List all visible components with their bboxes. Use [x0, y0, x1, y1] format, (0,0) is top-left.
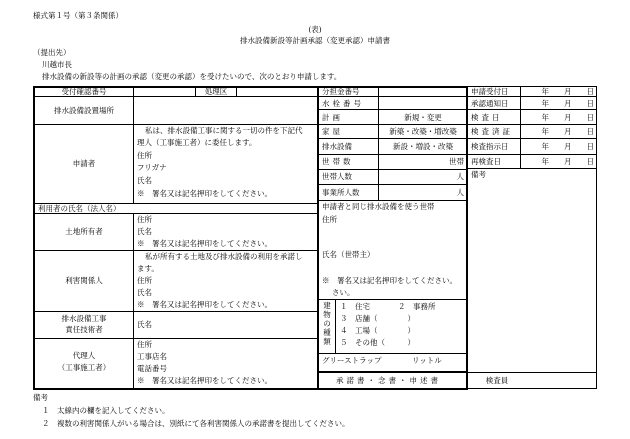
agent-phone: 電話番号	[137, 364, 167, 373]
omote-label: (表)	[308, 25, 322, 34]
water-meter-label: 水栓番号	[322, 99, 364, 108]
right-row-5-date: 年 月 日	[541, 157, 594, 166]
same-household-owner: 氏名（世帯主）	[322, 250, 375, 259]
same-household-address: 住所	[322, 215, 337, 224]
applicant-name-label: 氏名	[137, 176, 152, 185]
burden-no-label: 分担金番号	[322, 87, 360, 96]
agent-company: 工事店名	[137, 352, 167, 361]
building-type-label: 建物の種類	[323, 301, 331, 346]
land-owner-label: 土地所有者	[65, 227, 103, 236]
drainage-label: 排水設備	[322, 142, 352, 151]
right-row-4-label: 検査指示日	[471, 142, 509, 151]
intro-text: 排水設備の新設等の計画の承認（変更の承認）を受けたいので、次のとおり申請します。	[42, 72, 342, 81]
right-row-4-date: 年 月 日	[541, 142, 594, 151]
house-label: 家屋	[322, 127, 343, 136]
footer-remarks: 備考	[33, 393, 48, 402]
agent-address: 住所	[137, 340, 152, 349]
applicant-address-label: 住所	[137, 151, 152, 160]
interested-statement-2: ます。	[137, 264, 159, 273]
office-people-unit: 人	[456, 188, 464, 197]
right-row-2-date: 年 月 日	[541, 113, 594, 122]
right-row-3-label: 検査済証	[471, 127, 513, 136]
building-type-2: ２ 事務所	[398, 302, 436, 311]
engineer-label-1: 排水設備工事	[61, 314, 107, 323]
consent-docs-label: 承諾書・念書・申述書	[336, 376, 441, 385]
applicant-statement-2: 理人（工事施工者）に委任します。	[137, 138, 257, 147]
plan-label: 計画	[322, 113, 343, 122]
household-people-label: 世帯人数	[322, 172, 352, 181]
submit-to: （提出先）	[33, 48, 71, 57]
land-owner-name: 氏名	[137, 227, 152, 236]
building-type-1: １ 住宅	[340, 302, 370, 311]
drainage-value: 新設・増設・改築	[393, 142, 453, 151]
applicant-note: ※ 署名又は記名押印をしてください。	[137, 189, 272, 198]
interested-name: 氏名	[137, 288, 152, 297]
mayor: 川越市長	[42, 60, 72, 69]
receipt-no-label: 受付確認番号	[61, 87, 107, 96]
right-row-2-label: 検査日	[471, 113, 503, 122]
right-row-3-date: 年 月 日	[541, 127, 594, 136]
land-owner-note: ※ 署名又は記名押印をしてください。	[137, 239, 272, 248]
install-location-label: 排水設備設置場所	[54, 106, 114, 115]
land-owner-address: 住所	[137, 215, 152, 224]
interested-note: ※ 署名又は記名押印をしてください。	[137, 300, 272, 309]
footer-note-1: １ 太線内の欄を記入してください。	[42, 406, 170, 415]
right-row-1-date: 年 月 日	[541, 99, 594, 108]
treatment-area-label: 処理区	[204, 87, 228, 96]
footer-note-2: ２ 複数の利害関係人がいる場合は、別紙にて各利害関係人の承諾書を提出してください。	[42, 419, 350, 428]
same-household-note: ※ 署名又は記名押印をしてください。	[322, 276, 457, 285]
building-type-5: ５ その他（ ）	[340, 338, 415, 347]
grease-trap-label: グリーストラップ	[322, 356, 382, 365]
page-title: 排水設備新設等計画承認（変更承認）申請書	[240, 36, 390, 45]
interested-address: 住所	[137, 276, 152, 285]
agent-label-1: 代理人	[72, 351, 96, 360]
agent-note: ※ 署名又は記名押印をしてください。	[137, 376, 272, 385]
user-name-label: 利用者の氏名（法人名）	[38, 204, 121, 213]
interested-statement-1: 私が所有する土地及び排水設備の利用を承諾し	[145, 252, 303, 261]
same-household-note-end: さい。	[332, 288, 355, 297]
plan-value: 新規・変更	[404, 113, 442, 122]
form-number: 様式第１号（第３条関係）	[33, 11, 123, 20]
right-row-1-label: 承認通知日	[471, 99, 509, 108]
grease-trap-unit: リットル	[412, 356, 442, 365]
right-row-5-label: 再検査日	[471, 157, 501, 166]
house-value: 新築・改築・増改築	[389, 127, 457, 136]
engineer-label-2: 責任技術者	[65, 325, 103, 334]
household-people-unit: 人	[456, 172, 464, 181]
applicant-furigana-label: フリガナ	[137, 163, 167, 172]
households-label: 世帯数	[322, 157, 354, 166]
same-household-label: 申請者と同じ排水設備を使う世帯	[322, 202, 435, 211]
office-people-label: 事業所人数	[322, 188, 360, 197]
interested-party-label: 利害関係人	[65, 276, 103, 285]
right-row-0-date: 年 月 日	[541, 87, 594, 96]
right-row-0-label: 申請受付日	[471, 87, 509, 96]
inspector-label: 検査員	[485, 376, 509, 385]
building-type-4: ４ 工場（ ）	[340, 326, 415, 335]
agent-label-2: （工事施工者）	[57, 363, 111, 372]
building-type-3: ３ 店舗（ ）	[340, 314, 415, 323]
engineer-name: 氏名	[137, 320, 152, 329]
applicant-statement-1: 私は、排水設備工事に関する一切の件を下記代	[145, 126, 303, 135]
households-unit: 世帯	[449, 157, 464, 166]
right-remarks-label: 備考	[471, 170, 486, 179]
applicant-label: 申請者	[72, 159, 96, 168]
